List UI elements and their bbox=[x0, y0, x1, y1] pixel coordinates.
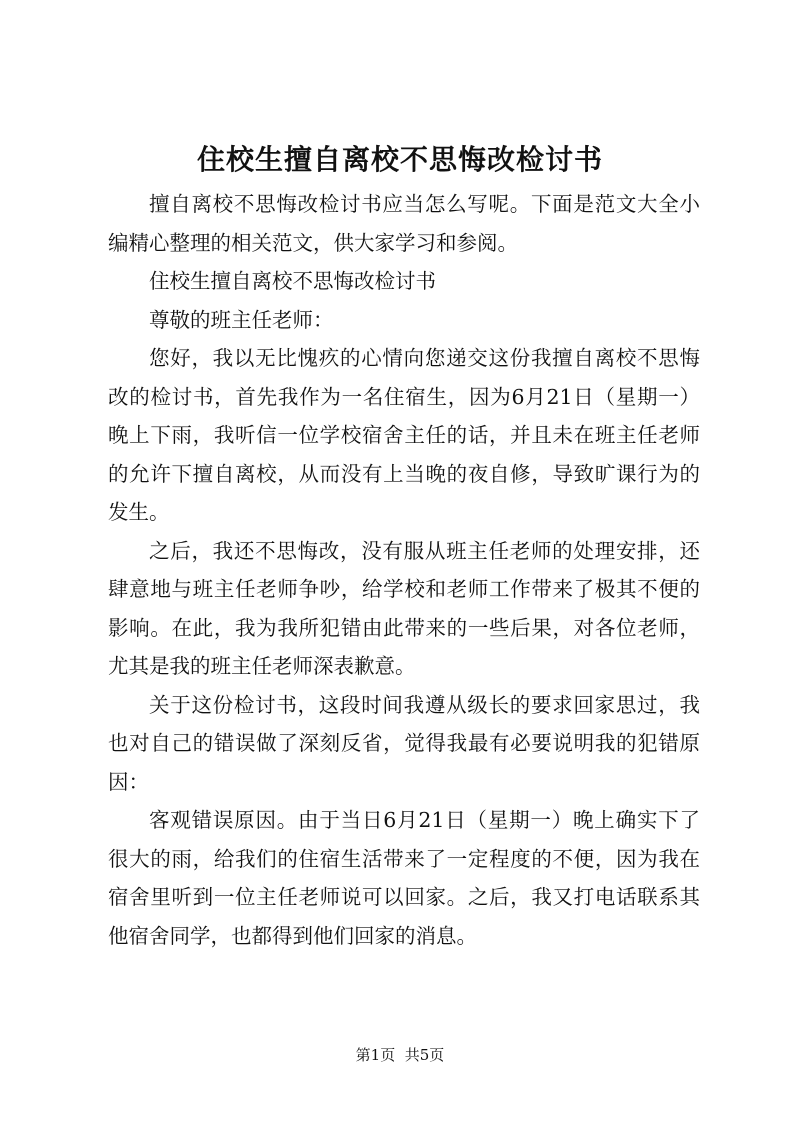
page-footer bbox=[0, 1045, 800, 1065]
document-title: 住校生擅自离校不思悔改检讨书 bbox=[196, 143, 603, 176]
paragraph-subtitle: 住校生擅自离校不思悔改检讨书 bbox=[149, 269, 436, 293]
paragraph-body-4: 客观错误原因。由于当日6月21日（星期一）晚上确实下了很大的雨，给我们的住宿生活带来了一定程度的不便，因为我在宿舍里听到一位主任老师说可以回家。之后，我又打电话联系其他宿舍同学，也都得到他们回家的消息。 bbox=[108, 808, 700, 948]
paragraph-body-2: 之后，我还不思悔改，没有服从班主任老师的处理安排，还肆意地与班主任老师争吵，给学校和老师工作带来了极其不便的影响。在此，我为我所犯错由此带来的一些后果，对各位老师，尤其是我的班主任老师深表歉意。 bbox=[108, 538, 700, 678]
page-number: 第1页 bbox=[355, 1046, 396, 1064]
document-body bbox=[108, 185, 700, 955]
page-total: 共5页 bbox=[404, 1046, 445, 1064]
paragraph-body-1: 您好，我以无比愧疚的心情向您递交这份我擅自离校不思悔改的检讨书，首先我作为一名住宿生，因为6月21日（星期一）晚上下雨，我听信一位学校宿舍主任的话，并且未在班主任老师的允许下擅自离校，从而没有上当晚的夜自修，导致旷课行为的发生。 bbox=[108, 346, 700, 524]
paragraph-intro: 擅自离校不思悔改检讨书应当怎么写呢。下面是范文大全小编精心整理的相关范文，供大家学习和参阅。 bbox=[108, 192, 700, 255]
paragraph-body-3: 关于这份检讨书，这段时间我遵从级长的要求回家思过，我也对自己的错误做了深刻反省，觉得我最有必要说明我的犯错原因： bbox=[108, 692, 700, 794]
paragraph-salutation: 尊敬的班主任老师： bbox=[149, 307, 334, 332]
